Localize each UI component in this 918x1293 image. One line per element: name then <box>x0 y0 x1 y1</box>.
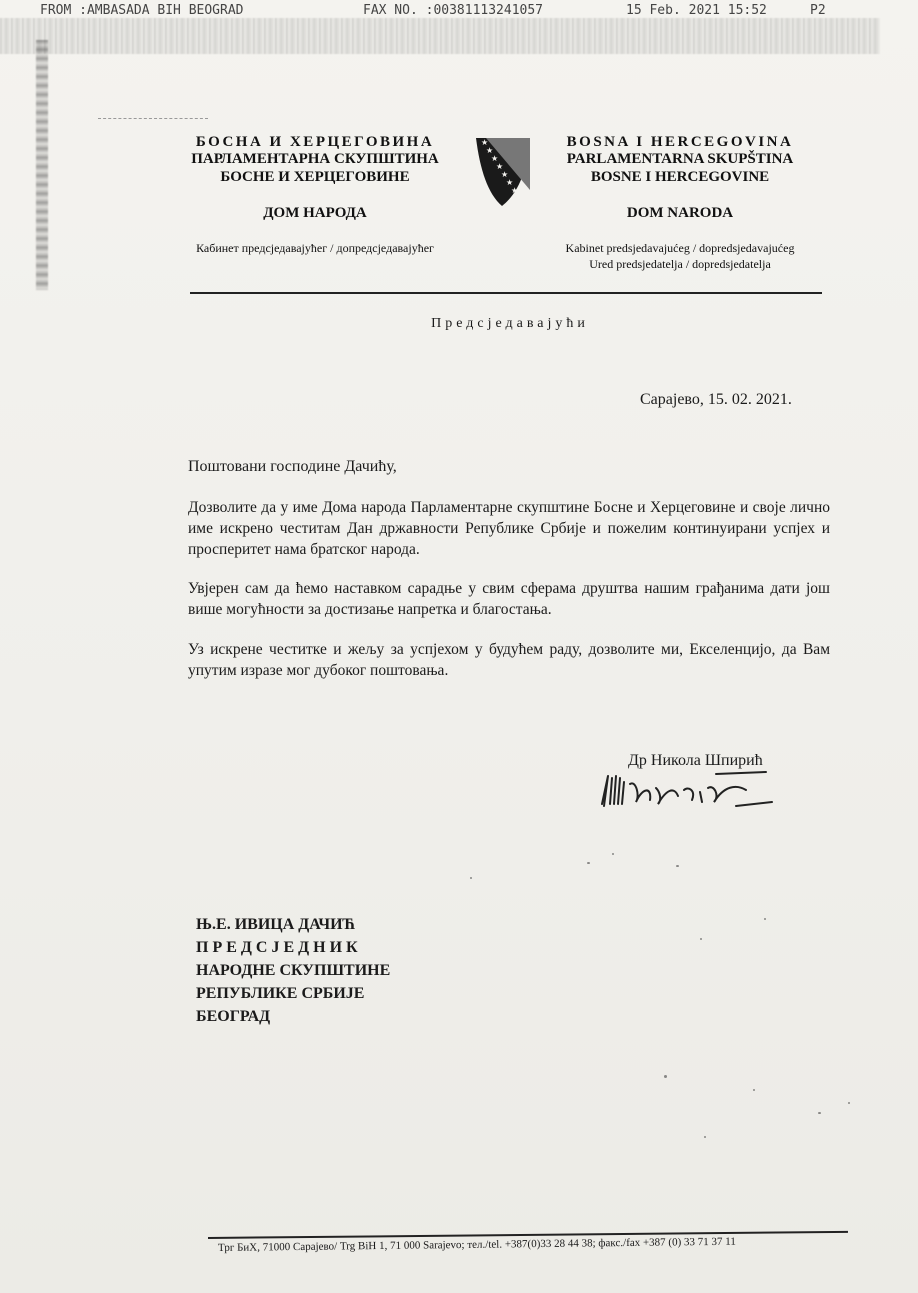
addressee-line-1: Њ.Е. ИВИЦА ДАЧИЋ <box>196 916 356 933</box>
fax-dash-line <box>98 118 208 119</box>
fax-speck <box>818 1112 821 1114</box>
letterhead-cabinet-latin: Kabinet predsjedavajućeg / dopredsjedavajućeg <box>565 241 795 255</box>
letter-paragraph-3: Уз искрене честитке и жељу за успјехом у будућем раду, дозволите ми, Екселенцијо, да Вам упутим изразе мог дубоког поштовања. <box>188 641 830 679</box>
letter-paragraph-1: Дозволите да у име Дома народа Парламентарне скупштине Босне и Херцеговине и своје лично име искрено честитам Дан државности Републике Србије и пожелим континуирани успјех и просперитет нама братског народа. <box>188 499 830 558</box>
fax-datetime: 15 Feb. 2021 15:52 <box>626 3 767 18</box>
addressee-block <box>196 913 390 1028</box>
fax-header <box>0 3 918 21</box>
letterhead-of-country-cyrillic: БОСНЕ И ХЕРЦЕГОВИНЕ <box>220 169 410 185</box>
handwritten-signature <box>596 766 776 812</box>
svg-text:★: ★ <box>491 154 499 163</box>
fax-speck <box>664 1075 667 1078</box>
fax-speck <box>700 938 702 940</box>
addressee-line-4: РЕПУБЛИКЕ СРБИЈЕ <box>196 985 365 1002</box>
fax-speck <box>470 877 472 879</box>
svg-text:★: ★ <box>506 178 514 187</box>
letterhead-office-latin: Ured predsjedatelja / dopredsjedatelja <box>589 257 771 271</box>
svg-text:★: ★ <box>501 170 509 179</box>
fax-speck <box>764 918 766 920</box>
office-title: Предсједавајући <box>431 316 589 331</box>
letterhead-cabinet-cyrillic: Кабинет предсједавајућег / допредсједавајућег <box>196 241 434 255</box>
addressee-line-5: БЕОГРАД <box>196 1008 271 1025</box>
fax-page-number: P2 <box>810 3 826 18</box>
svg-text:★: ★ <box>481 138 489 147</box>
letterhead-house-cyrillic: ДОМ НАРОДА <box>263 205 367 221</box>
fax-noise-strip <box>0 18 880 54</box>
letterhead-assembly-cyrillic: ПАРЛАМЕНТАРНА СКУПШТИНА <box>191 151 439 167</box>
signer-name: Др Никола Шпирић <box>628 752 763 769</box>
fax-speck <box>848 1102 850 1104</box>
addressee-line-3: НАРОДНЕ СКУПШТИНЕ <box>196 962 391 979</box>
fax-speck <box>587 862 590 864</box>
fax-speck <box>753 1089 755 1091</box>
place-date: Сарајево, 15. 02. 2021. <box>640 391 792 408</box>
letterhead-rule <box>190 292 822 294</box>
svg-text:★: ★ <box>486 146 494 155</box>
fax-speck <box>612 853 614 855</box>
fax-edge-noise <box>36 40 48 290</box>
letterhead-of-country-latin: BOSNE I HERCEGOVINE <box>590 169 770 185</box>
addressee-line-2: ПРЕДСЈЕДНИК <box>196 939 362 956</box>
salutation: Поштовани господине Дачићу, <box>188 458 397 475</box>
svg-text:★: ★ <box>511 186 519 195</box>
bih-coat-of-arms-icon <box>472 136 534 208</box>
letter-paragraph-2: Увјерен сам да ћемо наставком сарадње у свим сферама друштва нашим грађанима дати још више могућности за достизање напретка и благостања. <box>188 580 830 618</box>
svg-text:★: ★ <box>496 162 504 171</box>
fax-number: FAX NO. :00381113241057 <box>363 3 544 18</box>
fax-from: FROM :AMBASADA BIH BEOGRAD <box>40 3 244 18</box>
letterhead-assembly-latin: PARLAMENTARNA SKUPŠTINA <box>566 151 794 167</box>
letterhead-country-cyrillic: БОСНА И ХЕРЦЕГОВИНА <box>195 134 435 150</box>
letterhead-house-latin: DOM NARODA <box>626 205 734 221</box>
letterhead-country-latin: BOSNA I HERCEGOVINA <box>566 134 794 150</box>
fax-speck <box>676 865 679 867</box>
footer-address: Трг БиХ, 71000 Сарајево/ Trg BiH 1, 71 000 Sarajevo; тел./tel. +387(0)33 28 44 38; факс./fax +387 (0) 33 71 37 11 <box>217 1235 736 1254</box>
fax-speck <box>704 1136 706 1138</box>
